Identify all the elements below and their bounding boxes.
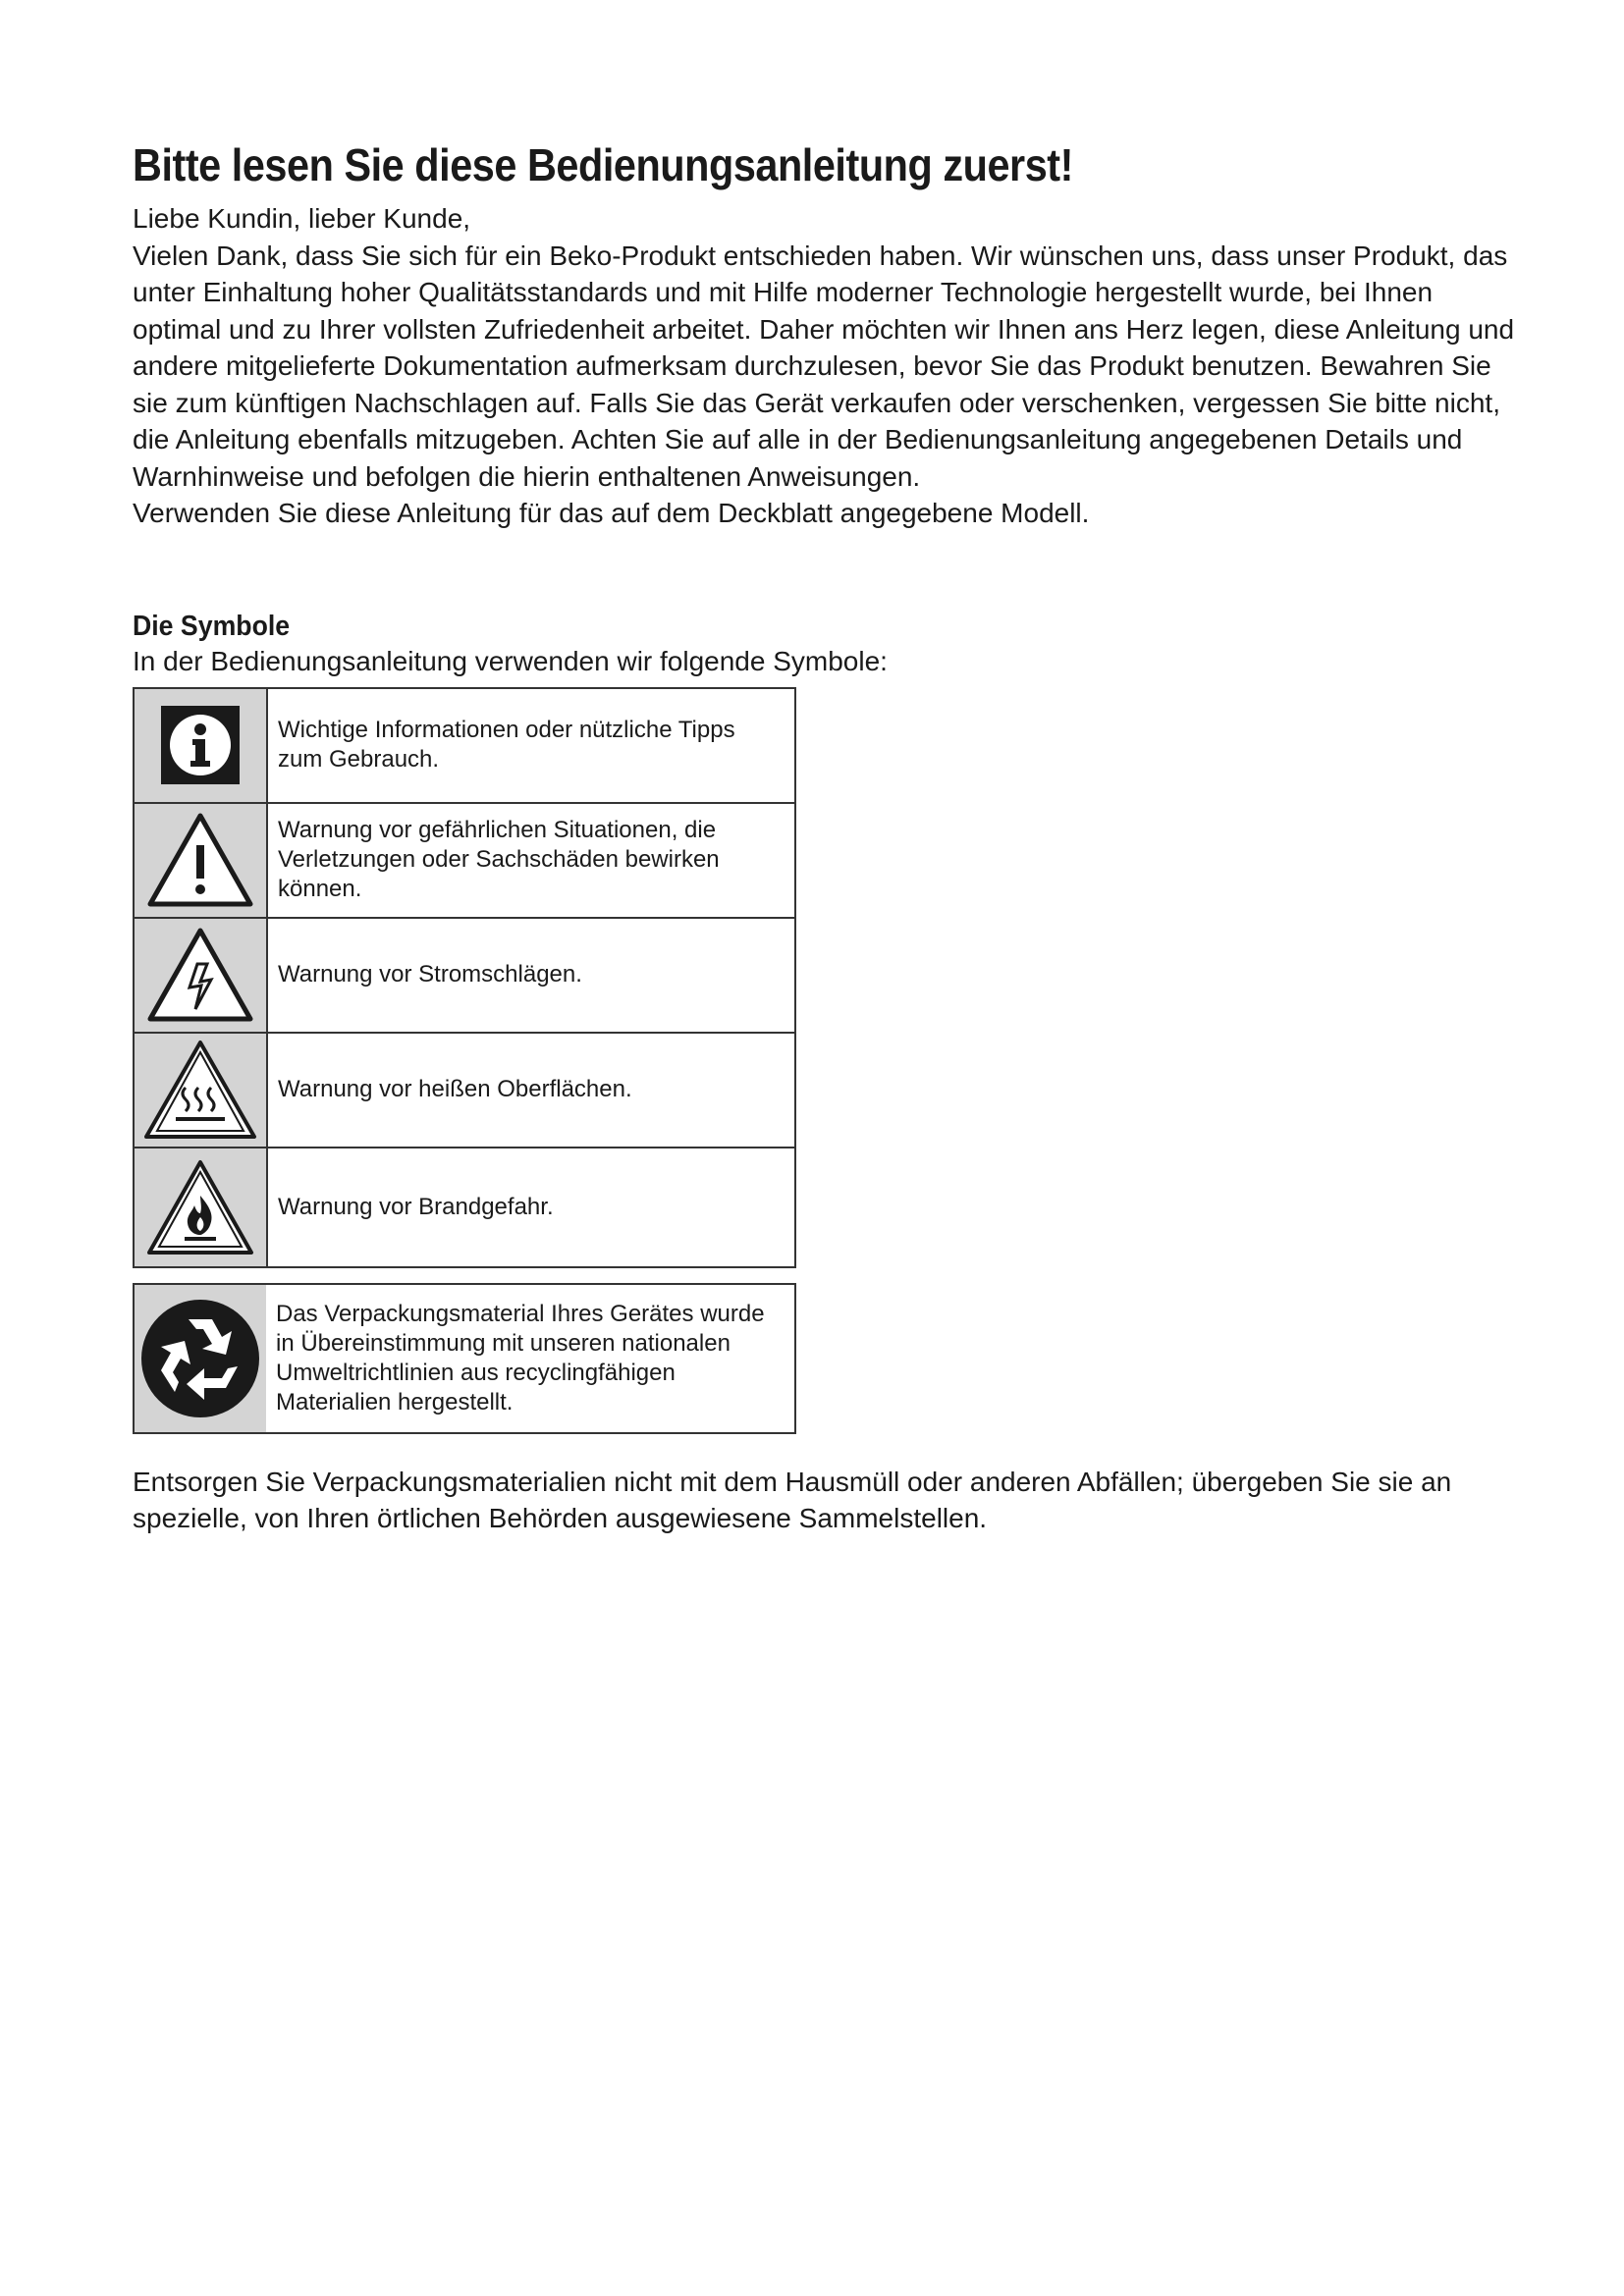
- symbols-subtitle: In der Bedienungsanleitung verwenden wir folgende Symbole:: [133, 645, 888, 676]
- symbol-row-warning: [134, 803, 795, 918]
- symbol-row-recycle: [134, 1284, 795, 1433]
- symbol-text-info: Wichtige Informationen oder nützliche Tipps zum Gebrauch.: [267, 688, 795, 803]
- model-note: Verwenden Sie diese Anleitung für das auf dem Deckblatt angegebene Modell.: [133, 498, 1090, 528]
- greeting: Liebe Kundin, lieber Kunde,: [133, 203, 471, 234]
- disposal-note: Entsorgen Sie Verpackungsmaterialien nicht mit dem Hausmüll oder anderen Abfällen; übergeben Sie sie an spezielle, von Ihren örtlichen Behörden ausgewiesene Sammelstellen.: [133, 1466, 1452, 1533]
- symbol-row-electric: [134, 918, 795, 1033]
- intro-section: [133, 200, 1527, 532]
- page-title: Bitte lesen Sie diese Bedienungsanleitung zuerst!: [133, 139, 1073, 190]
- symbol-text-fire: Warnung vor Brandgefahr.: [267, 1148, 795, 1267]
- symbol-row-info: [134, 688, 795, 803]
- document-page: [133, 137, 1527, 1537]
- symbol-text-recycle: Das Verpackungsmaterial Ihres Gerätes wurde in Übereinstimmung mit unseren nationalen Umweltrichtlinien aus recyclingfähigen Materialien hergestellt.: [276, 1300, 765, 1415]
- fire-icon: [135, 1158, 266, 1256]
- symbol-row-hot-surface: [134, 1033, 795, 1148]
- symbols-table: [133, 687, 796, 1268]
- recycle-icon: [135, 1298, 266, 1419]
- symbol-text-warning: Warnung vor gefährlichen Situationen, die Verletzungen oder Sachschäden bewirken können.: [267, 803, 795, 918]
- symbol-text-hot-surface: Warnung vor heißen Oberflächen.: [267, 1033, 795, 1148]
- intro-paragraph: Vielen Dank, dass Sie sich für ein Beko-Produkt entschieden haben. Wir wünschen uns, dass unser Produkt, das unter Einhaltung hoher Qualitätsstandards und mit Hilfe moderner Technologie hergestellt wurde, bei Ihnen optimal und zu Ihrer vollsten Zufriedenheit arbeitet. Daher möchten wir Ihnen ans Herz legen, diese Anleitung und andere mitgelieferte Dokumentation aufmerksam durchzulesen, bevor Sie das Produkt benutzen. Bewahren Sie sie zum künftigen Nachschlagen auf. Falls Sie das Gerät verkaufen oder verschenken, vergessen Sie bitte nicht, die Anleitung ebenfalls mitzugeben. Achten Sie auf alle in der Bedienungsanleitung angegebenen Details und Warnhinweise und befolgen die hierin enthaltenen Anweisungen.: [133, 240, 1515, 492]
- symbol-text-electric: Warnung vor Stromschlägen.: [267, 918, 795, 1033]
- symbols-heading: Die Symbole: [133, 610, 291, 642]
- hot-surface-icon: [135, 1039, 266, 1141]
- info-icon: [135, 704, 266, 786]
- warning-icon: [135, 812, 266, 908]
- symbol-row-fire: [134, 1148, 795, 1267]
- electric-shock-icon: [135, 927, 266, 1023]
- recycling-table: [133, 1283, 796, 1434]
